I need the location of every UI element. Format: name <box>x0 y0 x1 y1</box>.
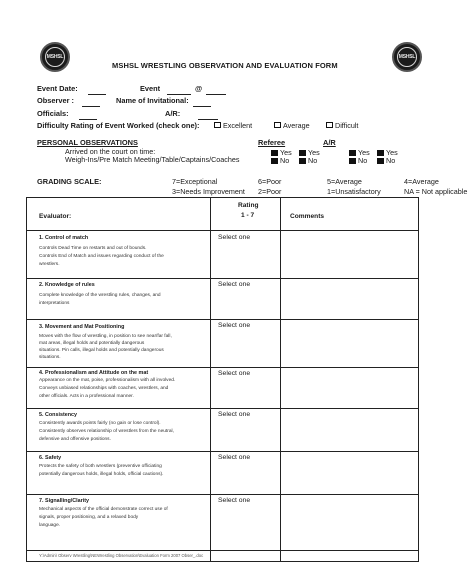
grade-2: 2=Poor <box>258 187 282 196</box>
ar-field[interactable] <box>198 119 218 120</box>
criterion-title: 7. Signalling/Clarity <box>39 498 90 504</box>
col-divider-comments <box>280 198 281 561</box>
criterion-title: 5. Consistency <box>39 412 78 418</box>
criterion-description: Moves with the flow of wrestling, in position to see near/far fall, <box>39 334 172 339</box>
grade-6: 6=Poor <box>258 177 282 186</box>
form-title: MSHSL WRESTLING OBSERVATION AND EVALUATION FORM <box>112 61 338 70</box>
grade-5: 5=Average <box>327 177 362 186</box>
difficult-label: Difficult <box>335 121 359 130</box>
left-seal-text: MSHSL <box>45 47 65 67</box>
header-divider <box>27 230 418 231</box>
document-path-footer: Y:\Admin\ Observ Wrestling\NEWrestling Observation\Evaluation Form 2007 Obser_.doc <box>39 553 204 558</box>
criterion-description: potentially dangerous holds, illegal holds, official cautions). <box>39 472 164 477</box>
criterion-title: 3. Movement and Mat Positioning <box>39 324 125 330</box>
ar-no-label-2: No <box>386 156 396 165</box>
col-divider-rating <box>210 198 211 561</box>
criterion-description: situations. <box>39 355 61 360</box>
average-checkbox[interactable] <box>274 122 281 128</box>
referee-yes-label-2: Yes <box>308 148 320 157</box>
rating-range-header: 1 - 7 <box>241 212 255 219</box>
officials-field[interactable] <box>79 119 97 120</box>
weigh-ins-label: Weigh-Ins/Pre Match Meeting/Table/Captains/Coaches <box>65 155 240 164</box>
observer-field[interactable] <box>82 106 100 107</box>
rating-select[interactable]: Select one <box>218 370 251 377</box>
excellent-checkbox[interactable] <box>214 122 221 128</box>
excellent-label: Excellent <box>223 121 253 130</box>
row-divider-3 <box>27 367 418 368</box>
criterion-description: Appearance on the mat, poise, professionalism with all involved. <box>39 378 176 383</box>
criterion-description: wrestlers. <box>39 262 60 267</box>
row-divider-7 <box>27 550 418 551</box>
criterion-description: defensive and offensive positions. <box>39 437 111 442</box>
referee-column-header: Referee <box>258 138 286 147</box>
referee-yes-checkbox-2[interactable] <box>299 150 306 156</box>
criterion-title: 2. Knowledge of rules <box>39 282 95 288</box>
row-divider-5 <box>27 451 418 452</box>
event-date-label: Event Date: <box>37 84 78 93</box>
location-field[interactable] <box>206 94 226 95</box>
criterion-description: Protects the safety of both wrestlers (preventive officiating <box>39 464 162 469</box>
referee-yes-label: Yes <box>280 148 292 157</box>
at-label: @ <box>195 84 203 93</box>
criterion-title: 4. Professionalism and Attitude on the mat <box>39 370 149 376</box>
criterion-description: Complete knowledge of the wrestling rules, changes, and <box>39 293 161 298</box>
invitational-label: Name of Invitational: <box>116 96 189 105</box>
row-divider-4 <box>27 408 418 409</box>
criterion-title: 6. Safety <box>39 455 62 461</box>
right-seal-logo <box>392 42 422 72</box>
ar-no-checkbox[interactable] <box>349 158 356 164</box>
criterion-description: Conveys unbiased relationships with coaches, wrestlers, and <box>39 386 169 391</box>
evaluator-header: Evaluator: <box>39 213 72 220</box>
criterion-description: interpretations <box>39 301 70 306</box>
grade-4: 4=Average <box>404 177 439 186</box>
ar-label: A/R: <box>165 109 181 118</box>
ar-yes-checkbox[interactable] <box>349 150 356 156</box>
referee-no-checkbox-2[interactable] <box>299 158 306 164</box>
criterion-description: mat areas, illegal holds and potentially dangerous <box>39 341 145 346</box>
comments-header: Comments <box>290 213 325 220</box>
ar-yes-checkbox-2[interactable] <box>377 150 384 156</box>
personal-observations-heading: PERSONAL OBSERVATIONS <box>37 138 138 147</box>
difficulty-label: Difficulty Rating of Event Worked (check one): <box>37 121 200 130</box>
grade-7: 7=Exceptional <box>172 177 218 186</box>
criterion-description: Controls End of Match and issues regarding conduct of the <box>39 254 164 259</box>
invitational-field[interactable] <box>193 106 211 107</box>
rating-select[interactable]: Select one <box>218 454 251 461</box>
observer-label: Observer : <box>37 96 74 105</box>
referee-no-checkbox[interactable] <box>271 158 278 164</box>
rating-header: Rating <box>238 202 259 209</box>
criterion-description: Mechanical aspects of the official demonstrate correct use of <box>39 507 168 512</box>
ar-no-label: No <box>358 156 368 165</box>
rating-select[interactable]: Select one <box>218 322 251 329</box>
row-divider-2 <box>27 319 418 320</box>
rating-select[interactable]: Select one <box>218 411 251 418</box>
criterion-description: Consistently observes relationship of wrestlers from the neutral, <box>39 429 174 434</box>
event-date-field[interactable] <box>88 94 106 95</box>
ar-column-header: A/R <box>323 138 336 147</box>
referee-no-label-2: No <box>308 156 318 165</box>
difficult-checkbox[interactable] <box>326 122 333 128</box>
event-label: Event <box>140 84 161 93</box>
criterion-description: other officials. Acts in a professional manner. <box>39 394 134 399</box>
arrived-on-time-label: Arrived on the court on time: <box>65 147 156 156</box>
average-label: Average <box>283 121 310 130</box>
evaluation-table <box>26 197 419 562</box>
criterion-description: Controls Dead Time on restarts and out of bounds. <box>39 246 147 251</box>
rating-select[interactable]: Select one <box>218 234 251 241</box>
grade-na: NA = Not applicable <box>404 187 468 196</box>
criterion-description: situations. Pin calls, illegal holds and potentially dangerous <box>39 348 164 353</box>
ar-yes-label: Yes <box>358 148 370 157</box>
right-seal-text: MSHSL <box>397 47 417 67</box>
criterion-title: 1. Control of match <box>39 235 89 241</box>
criterion-description: Consistently awards points fairly (no gain or lose control). <box>39 421 161 426</box>
grade-1: 1=Unsatisfactory <box>327 187 381 196</box>
grading-scale-label: GRADING SCALE: <box>37 177 102 186</box>
criterion-description: language. <box>39 523 61 528</box>
criterion-description: signals, proper positioning, and a relaxed body <box>39 515 139 520</box>
referee-no-label: No <box>280 156 290 165</box>
ar-yes-label-2: Yes <box>386 148 398 157</box>
rating-select[interactable]: Select one <box>218 497 251 504</box>
ar-no-checkbox-2[interactable] <box>377 158 384 164</box>
rating-select[interactable]: Select one <box>218 281 251 288</box>
event-field[interactable] <box>167 94 191 95</box>
referee-yes-checkbox[interactable] <box>271 150 278 156</box>
officials-label: Officials: <box>37 109 69 118</box>
left-seal-logo <box>40 42 70 72</box>
row-divider-1 <box>27 278 418 279</box>
grade-3: 3=Needs Improvement <box>172 187 245 196</box>
row-divider-6 <box>27 494 418 495</box>
